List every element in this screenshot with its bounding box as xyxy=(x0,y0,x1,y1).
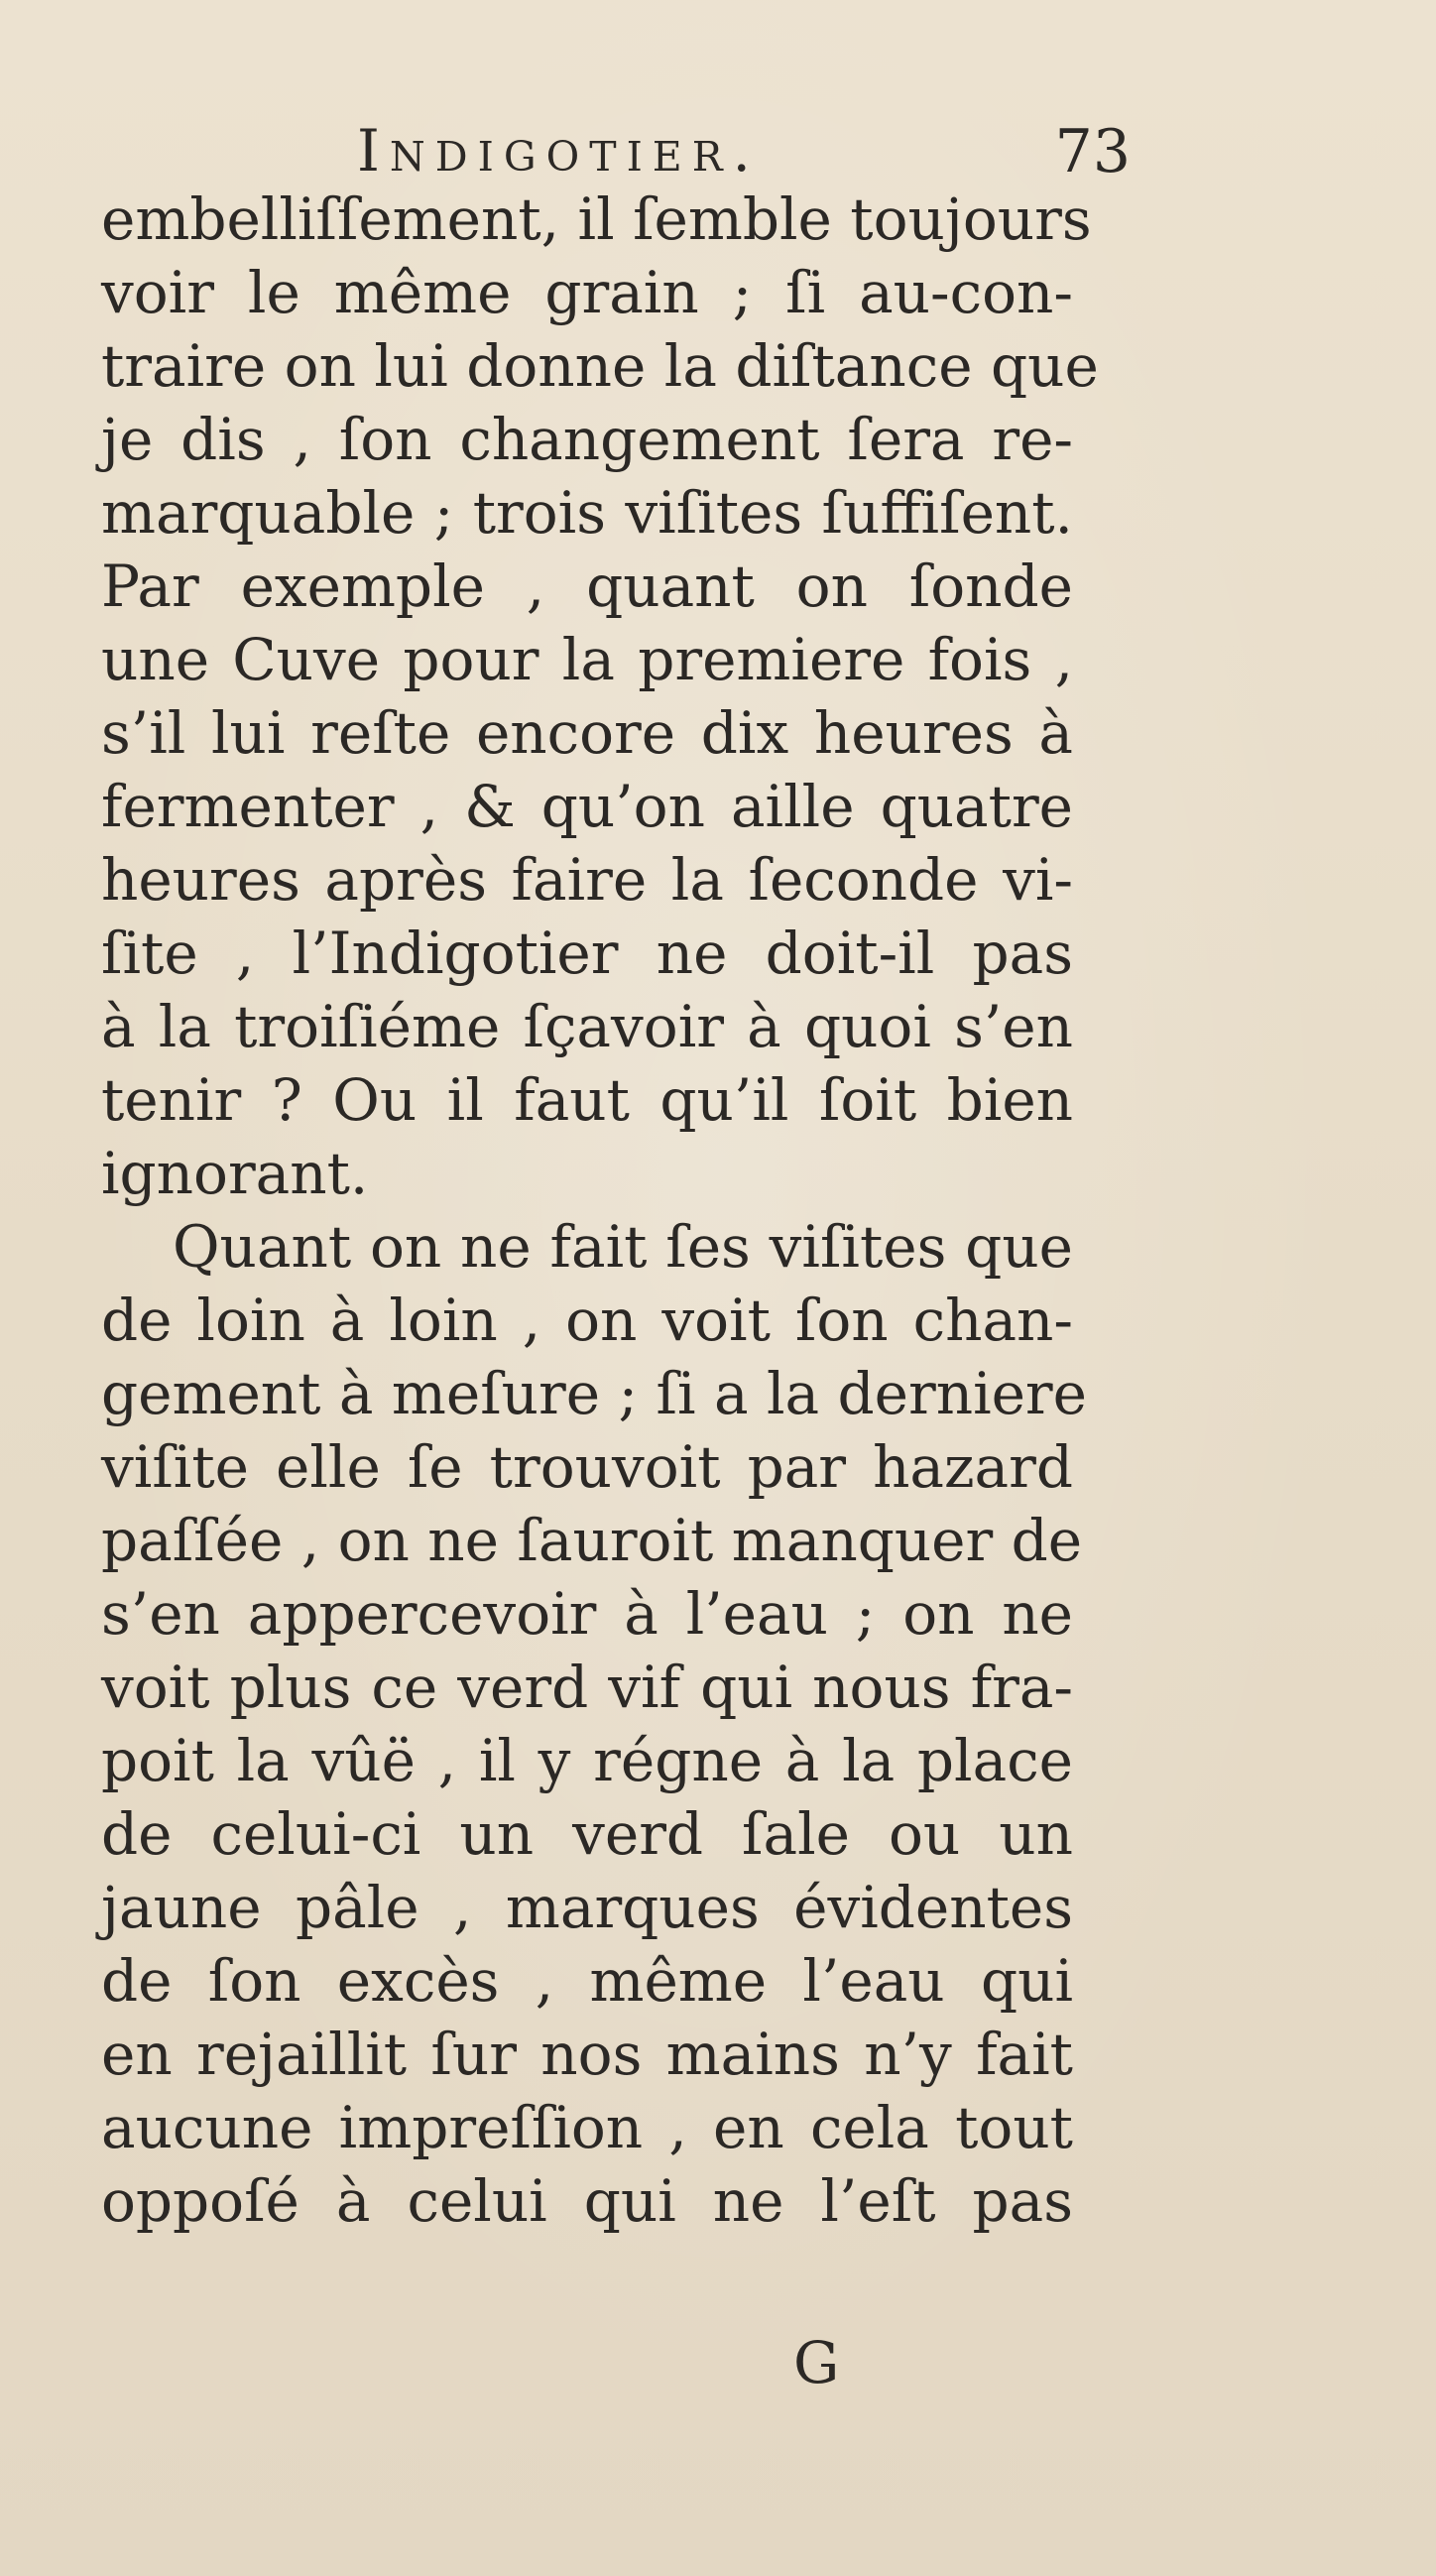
signature-mark: G xyxy=(793,2329,840,2396)
text-line: s’il lui reſte encore dix heures à xyxy=(101,699,1073,767)
text-line: Quant on ne fait ſes viſites que xyxy=(173,1213,1073,1281)
text-line: viſite elle ſe trouvoit par hazard xyxy=(101,1433,1073,1501)
text-line: de celui-ci un verd ſale ou un xyxy=(101,1800,1073,1868)
text-line: Par exemple , quant on ſonde xyxy=(101,552,1073,620)
text-line: voit plus ce verd vif qui nous fra- xyxy=(101,1654,1073,1721)
text-line: ſite , l’Indigotier ne doit-il pas xyxy=(101,920,1073,987)
text-line: tenir ? Ou il faut qu’il ſoit bien xyxy=(101,1066,1073,1134)
text-line: oppoſé à celui qui ne l’eſt pas xyxy=(101,2167,1073,2235)
main-text xyxy=(101,183,1099,2238)
running-title: Indigotier. xyxy=(357,117,761,184)
text-line: paſſée , on ne ſauroit manquer de xyxy=(101,1507,1083,1574)
text-line: à la troiſiéme ſçavoir à quoi s’en xyxy=(101,993,1073,1060)
text-line: de ſon excès , même l’eau qui xyxy=(101,1947,1073,2015)
text-line: poit la vûë , il y régne à la place xyxy=(101,1727,1073,1794)
text-line: marquable ; trois viſites ſuffiſent. xyxy=(101,479,1073,547)
text-line: ignorant. xyxy=(101,1140,369,1207)
text-line: voir le même grain ; ſi au-con- xyxy=(101,259,1073,326)
page-header xyxy=(357,117,1131,186)
text-line: jaune pâle , marques évidentes xyxy=(101,1874,1073,1941)
text-line: aucune impreſſion , en cela tout xyxy=(101,2094,1073,2161)
text-line: je dis , ſon changement ſera re- xyxy=(101,406,1073,473)
text-line: de loin à loin , on voit ſon chan- xyxy=(101,1287,1073,1354)
text-line: gement à meſure ; ſi a la derniere xyxy=(101,1360,1087,1427)
text-line: traire on lui donne la diſtance que xyxy=(101,332,1099,400)
text-line: embelliſſement, il ſemble toujours xyxy=(101,185,1092,253)
text-line: s’en appercevoir à l’eau ; on ne xyxy=(101,1580,1073,1648)
text-line: en rejaillit ſur nos mains n’y fait xyxy=(101,2021,1073,2088)
page-number: 73 xyxy=(1054,117,1131,186)
text-line: une Cuve pour la premiere fois , xyxy=(101,626,1073,693)
text-line: fermenter , & qu’on aille quatre xyxy=(101,773,1073,840)
text-line: heures après faire la ſeconde vi- xyxy=(101,846,1073,914)
